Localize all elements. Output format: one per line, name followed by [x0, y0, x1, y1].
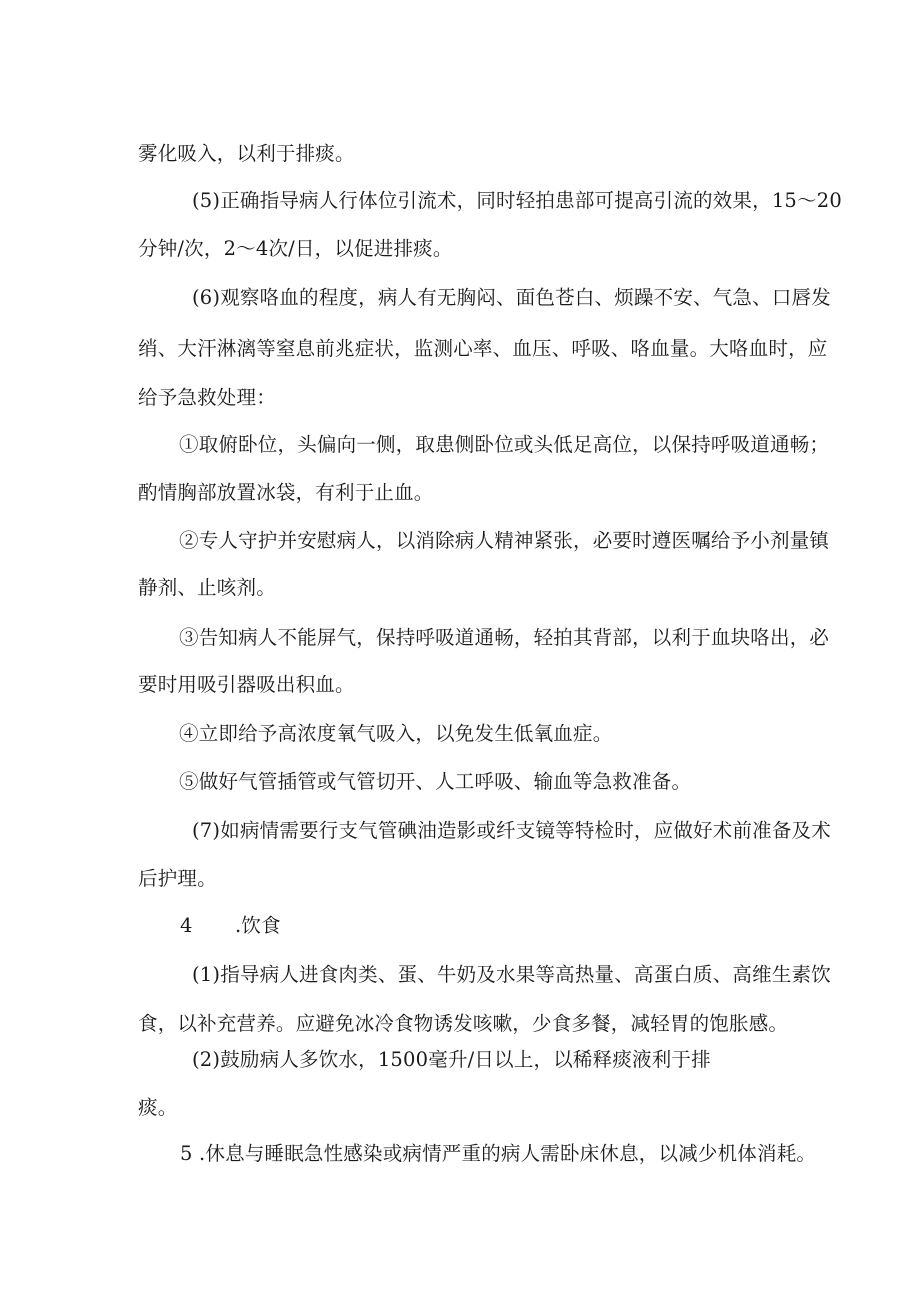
text-line-21: 5 .休息与睡眠急性感染或病情严重的病人需卧床休息，以减少机体消耗。	[180, 1142, 817, 1165]
text-line-3: 分钟/次，2〜4次/日，以促进排痰。	[138, 237, 453, 260]
text-line-5: 绡、大汗淋漓等窒息前兆症状，监测心率、血压、呼吸、咯血量。大咯血时，应	[138, 337, 828, 360]
text-line-19: (2)鼓励病人多饮水，1500毫升/日以上，以稀释痰液利于排	[192, 1048, 711, 1071]
text-line-16: 后护理。	[138, 867, 217, 890]
text-line-2: (5)正确指导病人行体位引流术，同时轻拍患部可提高引流的效果，15〜20	[192, 189, 842, 212]
text-line-14: ⑤做好气管插管或气管切开、人工呼吸、输血等急救准备。	[179, 770, 692, 793]
text-line-7: ①取俯卧位，头偏向一侧，取患侧卧位或头低足高位，以保持呼吸道通畅；	[179, 433, 830, 456]
section-title-diet: .饮食	[235, 914, 281, 937]
text-line-6: 给予急救处理：	[138, 386, 276, 409]
text-line-18: 食，以补充营养。应避免冰冷食物诱发咳嗽，少食多餐，减轻胃的饱胀感。	[138, 1012, 789, 1035]
text-line-20: 痰。	[138, 1096, 178, 1119]
text-line-17: (1)指导病人进食肉类、蛋、牛奶及水果等高热量、高蛋白质、高维生素饮	[192, 963, 831, 986]
section-number-4: 4	[180, 914, 193, 937]
text-line-4: (6)观察咯血的程度，病人有无胸闷、面色苍白、烦躁不安、气急、口唇发	[192, 286, 831, 309]
text-line-1: 雾化吸入，以利于排痰。	[138, 142, 355, 165]
text-line-10: 静剂、止咳剂。	[138, 576, 276, 599]
text-line-12: 要时用吸引器吸出积血。	[138, 673, 355, 696]
text-line-8: 酌情胸部放置冰袋，有利于止血。	[138, 481, 434, 504]
text-line-15: (7)如病情需要行支气管碘油造影或纤支镜等特检时，应做好术前准备及术	[192, 819, 831, 842]
text-line-11: ③告知病人不能屏气，保持呼吸道通畅，轻拍其背部，以利于血块咯出，必	[179, 626, 830, 649]
text-line-13: ④立即给予高浓度氧气吸入，以免发生低氧血症。	[179, 722, 613, 745]
text-line-9: ②专人守护并安慰病人，以消除病人精神紧张，必要时遵医嘱给予小剂量镇	[179, 529, 830, 552]
